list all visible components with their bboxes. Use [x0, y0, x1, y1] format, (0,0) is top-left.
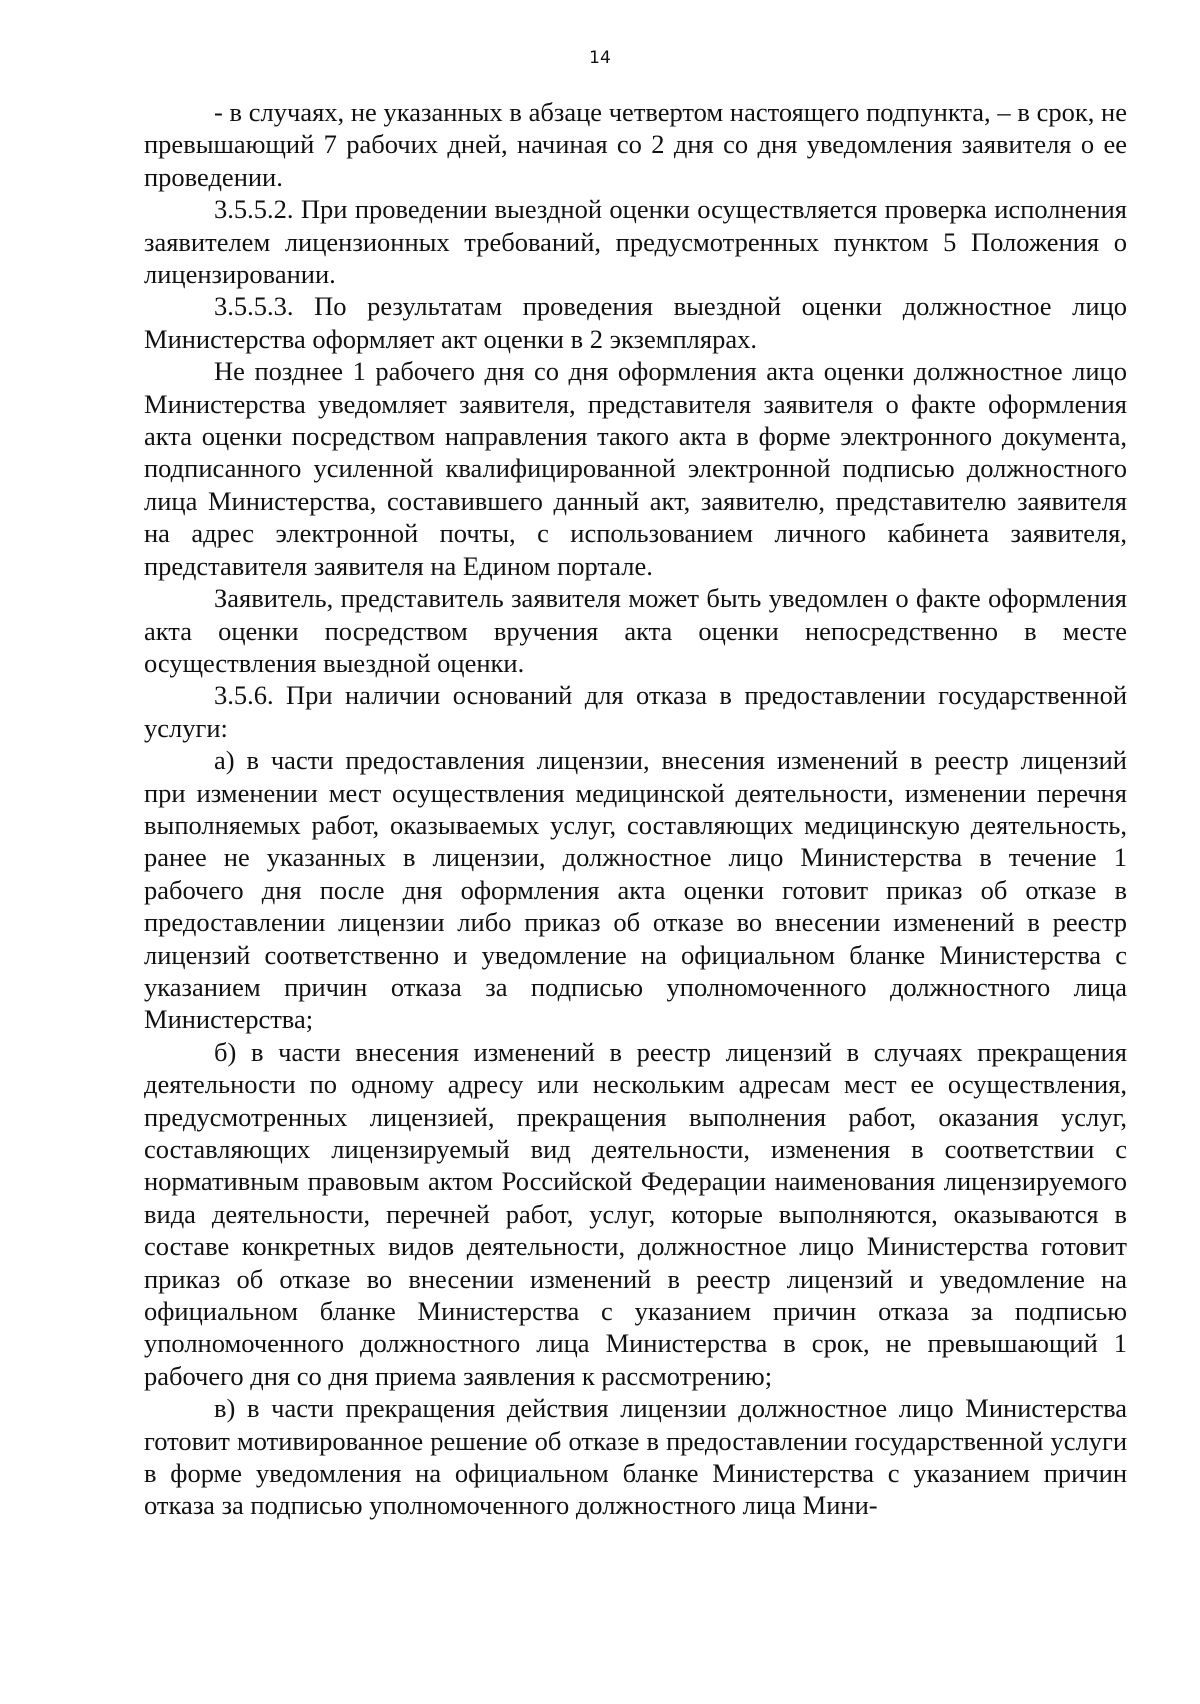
paragraph-delivery: Заявитель, представитель заявителя может быть уведомлен о факте оформления акта оценки посредством вручения акта оценки непосредственно в месте осуществления выездной оценки.: [144, 583, 1127, 678]
paragraph-notification: Не позднее 1 рабочего дня со дня оформления акта оценки должностное лицо Министерства уведомляет заявителя, представителя заявителя о факте оформления акта оценки посредством направления такого акта в форме электронного документа, подписанного усиленной квалифицированной электронной подписью должностного лица Министерства, составившего данный акт, заявителю, представителю заявителя на адрес электронной почты, с использованием личного кабинета заявителя, представителя заявителя на Едином портале.: [144, 356, 1127, 581]
paragraph-item-b: б) в части внесения изменений в реестр лицензий в случаях прекращения деятельности по одному адресу или нескольким адресам мест ее осуществления, предусмотренных лицензией, прекращения выполнения работ, оказания услуг, составляющих лицензируемый вид деятельности, изменения в соответствии с нормативным правовым актом Российской Федерации наименования лицензируемого вида деятельности, перечней работ, услуг, которые выполняются, оказываются в составе конкретных видов деятельности, должностное лицо Министерства готовит приказ об отказе во внесении изменений в реестр лицензий и уведомление на официальном бланке Министерства с указанием причин отказа за подписью уполномоченного должностного лица Министерства в срок, не превышающий 1 рабочего дня со дня приема заявления к рассмотрению;: [144, 1036, 1127, 1391]
paragraph-3-5-5-3: 3.5.5.3. По результатам проведения выездной оценки должностное лицо Министерства оформляет акт оценки в 2 экземплярах.: [144, 291, 1127, 354]
page-number: 14: [589, 48, 611, 68]
paragraph-item-a: а) в части предоставления лицензии, внесения изменений в реестр лицензий при изменении мест осуществления медицинской деятельности, изменении перечня выполняемых работ, оказываемых услуг, составляющих медицинскую деятельность, ранее не указанных в лицензии, должностное лицо Министерства в течение 1 рабочего дня после дня оформления акта оценки готовит приказ об отказе в предоставлении лицензии либо приказ об отказе во внесении изменений в реестр лицензий соответственно и уведомление на официальном бланке Министерства с указанием причин отказа за подписью уполномоченного должностного лица Министерства;: [144, 745, 1127, 1035]
paragraph-3-5-5-2: 3.5.5.2. При проведении выездной оценки осуществляется проверка исполнения заявителем лицензионных требований, предусмотренных пунктом 5 Положения о лицензировании.: [144, 194, 1127, 290]
paragraph-deadline-other-cases: - в случаях, не указанных в абзаце четвертом настоящего подпункта, – в срок, не превышающий 7 рабочих дней, начиная со 2 дня со дня уведомления заявителя о ее проведении.: [144, 97, 1127, 192]
document-body: [144, 96, 1127, 1522]
paragraph-3-5-6: 3.5.6. При наличии оснований для отказа в предоставлении государственной услуги:: [144, 680, 1127, 743]
paragraph-item-v: в) в части прекращения действия лицензии должностное лицо Министерства готовит мотивированное решение об отказе в предоставлении государственной услуги в форме уведомления на официальном бланке Министерства с указанием причин отказа за подписью уполномоченного должностного лица Мини-: [144, 1393, 1127, 1521]
